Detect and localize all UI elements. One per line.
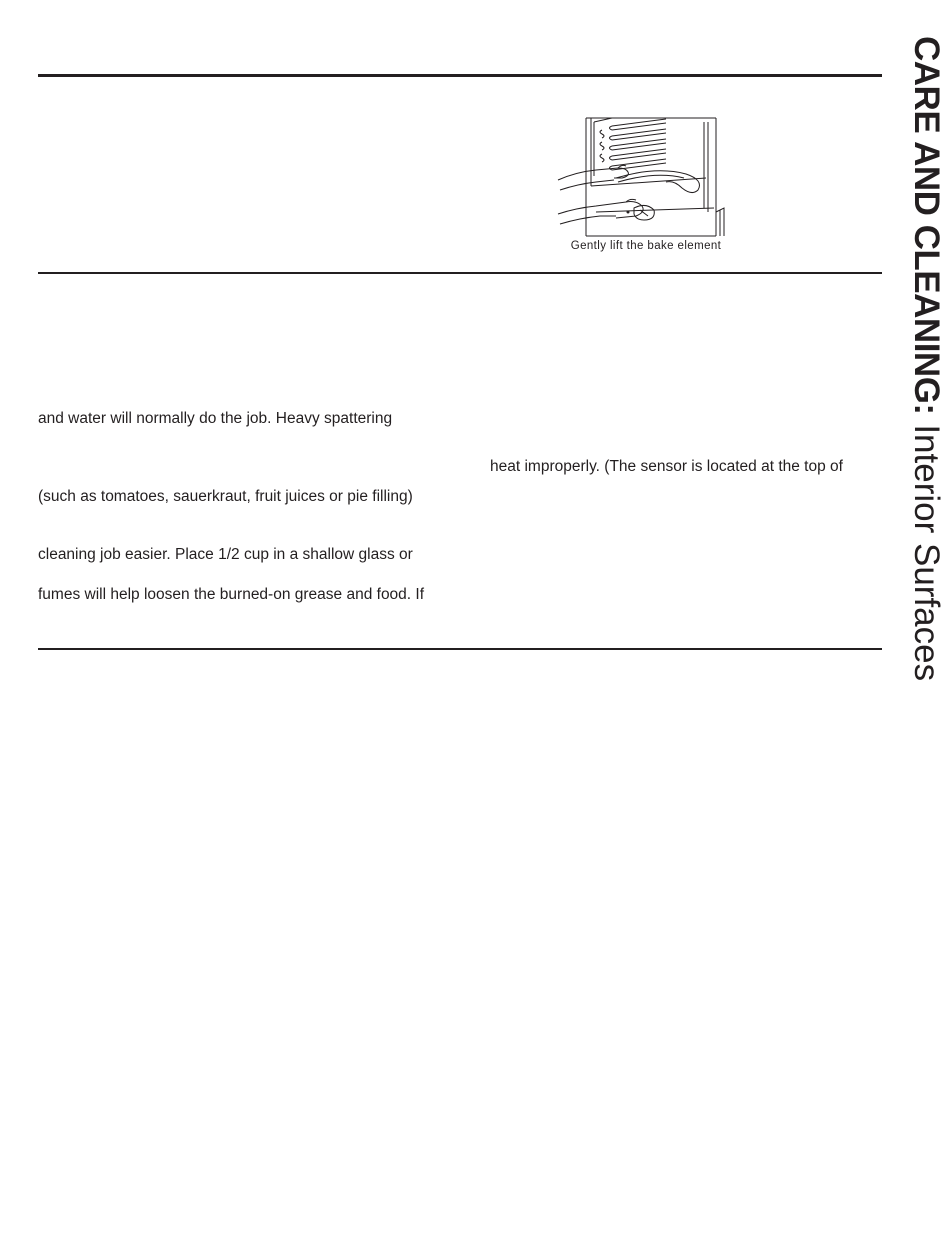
figure-caption: Gently lift the bake element	[570, 240, 722, 252]
subsection-title: Interior Surfaces	[907, 424, 946, 682]
body-text-line: cleaning job easier. Place 1/2 cup in a shallow glass or	[38, 546, 413, 563]
bake-element-figure	[556, 116, 728, 238]
section-title: CARE AND CLEANING:	[907, 36, 946, 415]
body-text-line: fumes will help loosen the burned-on grease and food. If	[38, 586, 425, 603]
oven-bake-element-illustration-icon	[556, 116, 728, 238]
body-text-line: (such as tomatoes, sauerkraut, fruit juices or pie filling)	[38, 488, 413, 505]
body-text-line: and water will normally do the job. Heavy spattering	[38, 410, 393, 427]
top-divider	[38, 74, 882, 77]
body-text-line: heat improperly. (The sensor is located at the top of	[490, 458, 843, 475]
section-divider	[38, 272, 882, 274]
section-side-title	[906, 36, 946, 682]
bottom-divider	[38, 648, 882, 650]
